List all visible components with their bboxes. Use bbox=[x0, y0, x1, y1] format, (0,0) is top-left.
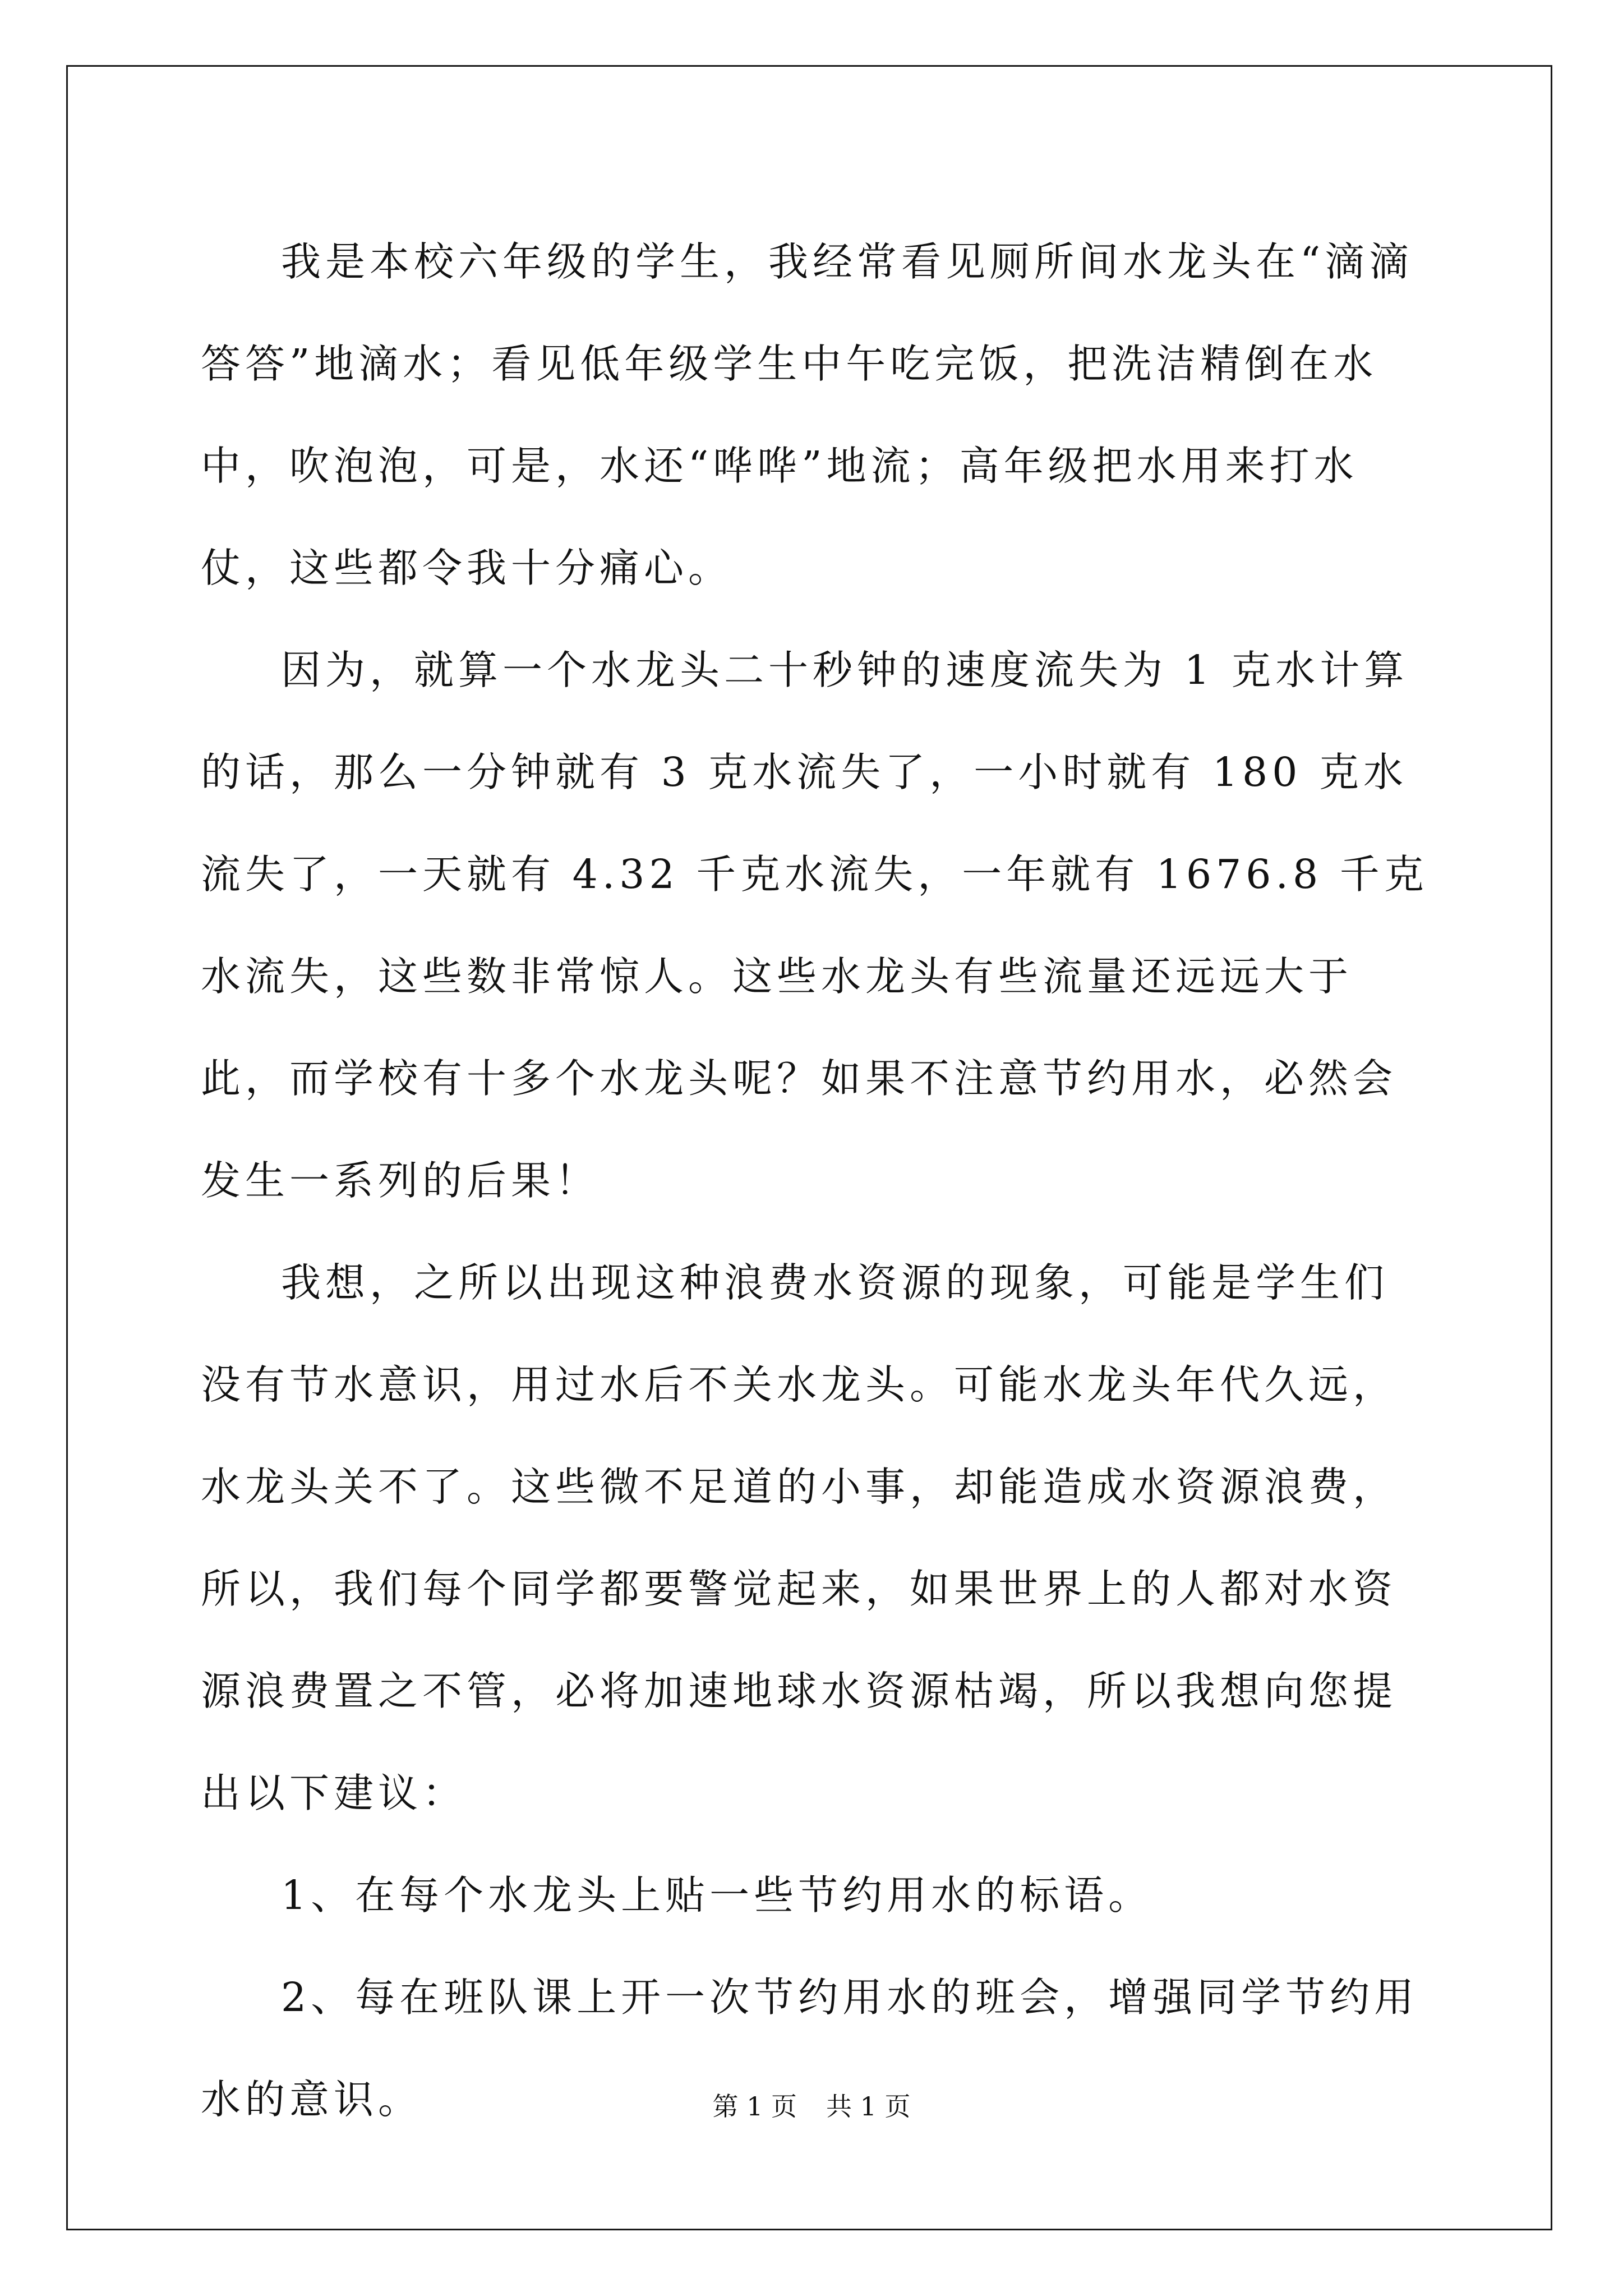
paragraph: 2、每在班队课上开一次节约用水的班会，增强同学节约用水的意识。 bbox=[201, 1974, 1419, 2123]
paragraph: 因为，就算一个水龙头二十秒钟的速度流失为 1 克水计算的话，那么一分钟就有 3 克水流失了，一小时就有 180 克水流失了，一天就有 4.32 千克水流失，一年就有 1676.8 千克水流失，这些数非常惊人。这些水龙头有些流量还远远大于此，而学校有十多个水龙头呢？如果不注意节约用水，必然会发生一系列的后果！ bbox=[201, 647, 1428, 1204]
paragraph: 1、在每个水龙头上贴一些节约用水的标语。 bbox=[281, 1872, 1153, 1918]
paragraph: 我想，之所以出现这种浪费水资源的现象，可能是学生们没有节水意识，用过水后不关水龙头。可能水龙头年代久远，水龙头关不了。这些微不足道的小事，却能造成水资源浪费，所以，我们每个同学都要警觉起来，如果世界上的人都对水资源浪费置之不管，必将加速地球水资源枯竭，所以我想向您提出以下建议： bbox=[201, 1259, 1398, 1816]
page-number: 第 1 页 bbox=[712, 2091, 797, 2122]
paragraph: 我是本校六年级的学生，我经常看见厕所间水龙头在“滴滴答答”地滴水；看见低年级学生中午吃完饭，把洗洁精倒在水中，吹泡泡，可是，水还“哗哗”地流；高年级把水用来打水仗，这些都令我十分痛心。 bbox=[201, 238, 1414, 591]
page-footer bbox=[0, 2090, 1623, 2123]
document-body bbox=[201, 211, 1429, 2151]
page-total: 共 1 页 bbox=[826, 2091, 911, 2122]
